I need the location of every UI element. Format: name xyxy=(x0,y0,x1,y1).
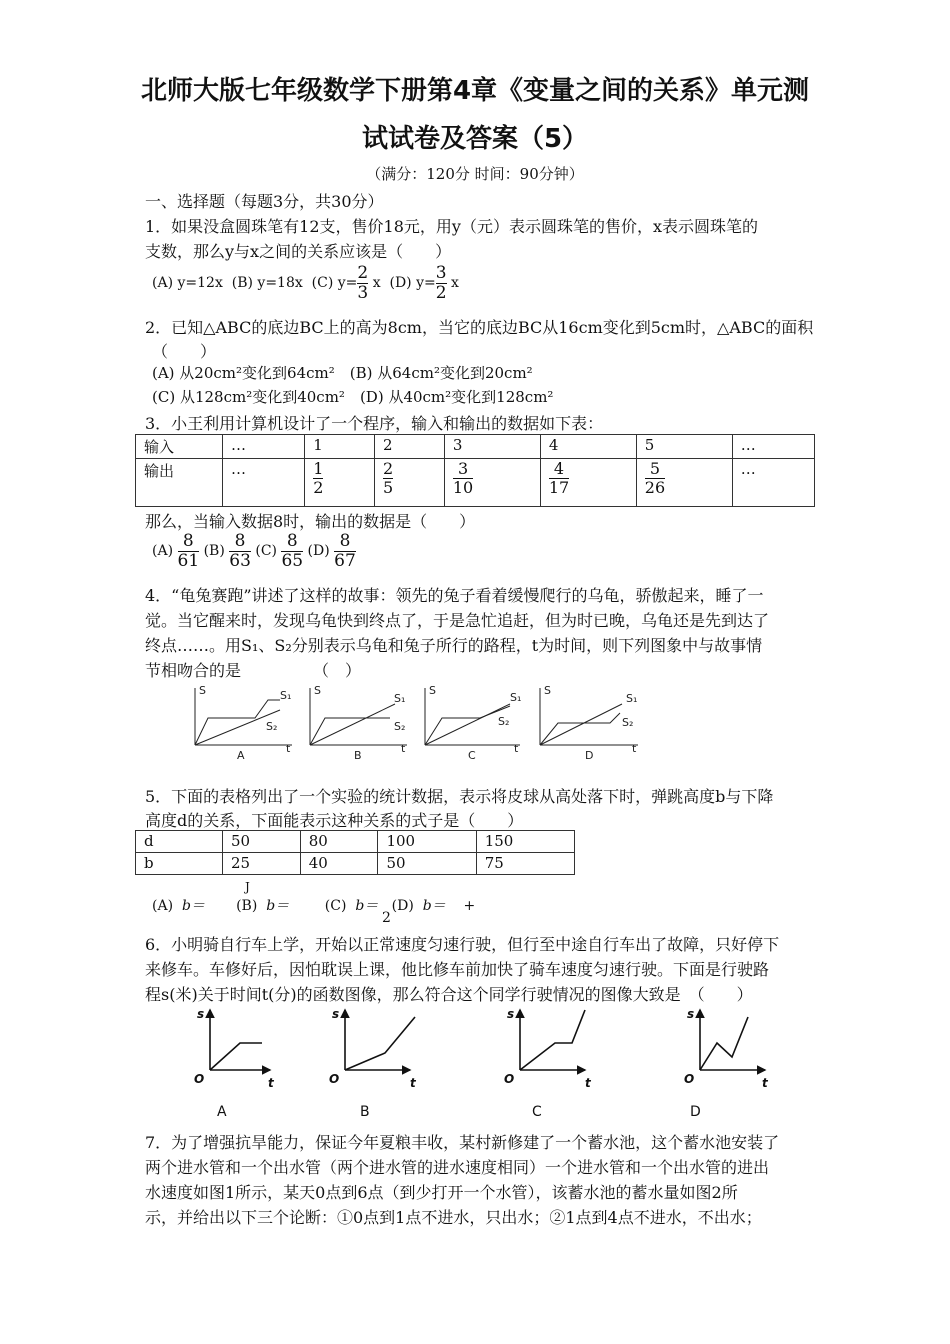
q6-graph-b xyxy=(345,1010,415,1070)
series-label: S₁ xyxy=(280,689,292,702)
q3-option-d-fraction: $\frac{8}{67}$ xyxy=(334,531,356,571)
origin-label: O xyxy=(684,1072,695,1086)
q3-line-1: 3．小王利用计算机设计了一个程序，输入和输出的数据如下表： xyxy=(145,414,604,433)
q1-options: (A) y=12x (B) y=18x (C) y= $\frac{2}{3}$ x (D) y= $\frac{3}{2}$ x xyxy=(152,263,459,303)
table-cell: 5 xyxy=(636,435,732,459)
graph-caption: A xyxy=(217,1104,227,1120)
graph-caption: A xyxy=(237,749,245,762)
q6-graph-d xyxy=(700,1010,765,1070)
q5-options: (A) b＝ (B) b＝ (C) b＝ (D) b＝ + xyxy=(152,898,476,914)
q3-output-row xyxy=(136,459,815,507)
q2-line-1: 2．已知△ABC的底边BC上的高为8cm，当它的底边BC从16cm变化到5cm时，△ABC的面积 xyxy=(145,318,814,337)
q1-option-c-fraction: $\frac{2}{3}$ xyxy=(357,263,369,303)
series-label: S₂ xyxy=(266,720,278,733)
q3-input-row xyxy=(136,435,815,459)
axis-label: t xyxy=(514,742,519,755)
q3-options: (A) $\frac{8}{61}$ (B) $\frac{8}{63}$ (C) $\frac{8}{65}$ (D) $\frac{8}{67}$ xyxy=(152,531,356,571)
q3-line-2: 那么，当输入数据8时，输出的数据是（ ） xyxy=(145,512,476,531)
q1-line-2: 支数，那么y与x之间的关系应该是（ ） xyxy=(145,242,452,261)
table-cell: 75 xyxy=(476,853,574,875)
table-cell: 100 xyxy=(378,831,476,853)
q3-table xyxy=(135,434,815,507)
axis-label: t xyxy=(585,1076,591,1090)
axis-label: s xyxy=(687,1007,695,1021)
q2-options-cd: (C) 从128cm²变化到40cm² (D) 从40cm²变化到128cm² xyxy=(152,388,554,406)
axis-label: S xyxy=(544,684,551,697)
axis-label: s xyxy=(197,1007,205,1021)
table-cell: 150 xyxy=(476,831,574,853)
q4-graphs xyxy=(180,680,660,765)
table-cell: … xyxy=(732,459,814,507)
table-cell: b xyxy=(136,853,223,875)
axis-label: s xyxy=(332,1007,340,1021)
q5-d-row xyxy=(136,831,575,853)
table-cell: … xyxy=(223,435,305,459)
axis-label: s xyxy=(507,1007,515,1021)
q5-line-2: 高度d的关系，下面能表示这种关系的式子是（ ） xyxy=(145,811,524,830)
axis-label: t xyxy=(762,1076,768,1090)
table-cell: 3 xyxy=(444,435,540,459)
table-cell: … xyxy=(732,435,814,459)
axis-label: t xyxy=(268,1076,274,1090)
table-cell: d xyxy=(136,831,223,853)
q1-line-1: 1．如果没盒圆珠笔有12支，售价18元，用y（元）表示圆珠笔的售价，x表示圆珠笔的 xyxy=(145,217,758,236)
title-line-1: 北师大版七年级数学下册第4章《变量之间的关系》单元测 xyxy=(140,76,810,106)
q1-option-d-fraction: $\frac{3}{2}$ xyxy=(435,263,447,303)
axis-label: S xyxy=(199,684,206,697)
q6-graphs xyxy=(180,1005,780,1125)
graph-caption: C xyxy=(468,749,476,762)
q6-line-1: 6．小明骑自行车上学，开始以正常速度匀速行驶，但行至中途自行车出了故障，只好停下 xyxy=(145,935,780,954)
q5-fragment-top: J xyxy=(245,880,250,894)
q7-line-4: 示，并给出以下三个论断：①0点到1点不进水，只出水；②1点到4点不进水，不出水； xyxy=(145,1208,762,1227)
axis-label: t xyxy=(410,1076,416,1090)
q4-graph-a xyxy=(195,688,292,745)
table-cell xyxy=(375,459,445,507)
q6-graph-a xyxy=(210,1010,270,1070)
table-cell: 50 xyxy=(223,831,301,853)
q6-line-3: 程s(米)关于时间t(分)的函数图像，那么符合这个同学行驶情况的图像大致是 （ ） xyxy=(145,985,753,1004)
series-label: S₁ xyxy=(510,691,522,704)
graph-caption: B xyxy=(354,749,362,762)
series-label: S₂ xyxy=(394,720,406,733)
origin-label: O xyxy=(504,1072,515,1086)
q4-line-4: 节相吻合的是 （ ） xyxy=(145,661,362,680)
q4-line-1: 4．“龟兔赛跑”讲述了这样的故事：领先的兔子看着缓慢爬行的乌龟，骄傲起来，睡了一 xyxy=(145,586,764,605)
q1-option-b: (B) y=18x xyxy=(231,275,303,292)
q4-graph-b xyxy=(310,688,407,745)
table-cell: 25 xyxy=(223,853,301,875)
q3-option-a-fraction: $\frac{8}{61}$ xyxy=(177,531,200,571)
fraction: $\frac{5}{26}$ xyxy=(644,459,666,497)
q7-line-1: 7．为了增强抗旱能力，保证今年夏粮丰收，某村新修建了一个蓄水池，这个蓄水池安装了 xyxy=(145,1133,780,1152)
q4-line-3: 终点……。用S₁、S₂分别表示乌龟和兔子所行的路程，t为时间，则下列图象中与故事情 xyxy=(145,636,763,655)
table-cell xyxy=(305,459,375,507)
q5-line-1: 5．下面的表格列出了一个实验的统计数据，表示将皮球从高处落下时，弹跳高度b与下降 xyxy=(145,787,774,806)
table-cell xyxy=(636,459,732,507)
origin-label: O xyxy=(194,1072,205,1086)
q2-line-2: （ ） xyxy=(152,342,217,361)
fraction: $\frac{1}{2}$ xyxy=(313,459,324,497)
table-cell: … xyxy=(223,459,305,507)
q2-options-ab: (A) 从20cm²变化到64cm² (B) 从64cm²变化到20cm² xyxy=(152,364,533,382)
fraction: $\frac{4}{17}$ xyxy=(548,459,570,497)
q5-fragment-bottom: 2 xyxy=(382,910,391,926)
axis-label: t xyxy=(401,742,406,755)
series-label: S₂ xyxy=(622,716,634,729)
table-cell xyxy=(540,459,636,507)
graph-caption: D xyxy=(690,1104,701,1120)
graph-caption: C xyxy=(532,1104,542,1120)
table-cell: 输入 xyxy=(136,435,223,459)
table-cell: 输出 xyxy=(136,459,223,507)
title-line-2: 试试卷及答案（5） xyxy=(361,124,589,154)
axis-label: t xyxy=(286,742,291,755)
q3-option-b-fraction: $\frac{8}{63}$ xyxy=(229,531,251,571)
origin-label: O xyxy=(329,1072,340,1086)
axis-label: t xyxy=(632,742,637,755)
table-cell: 1 xyxy=(305,435,375,459)
series-label: S₁ xyxy=(394,692,406,705)
q3-option-c-fraction: $\frac{8}{65}$ xyxy=(281,531,304,571)
fraction: $\frac{2}{5}$ xyxy=(383,459,394,497)
q7-line-3: 水速度如图1所示，某天0点到6点（到少打开一个水管），该蓄水池的蓄水量如图2所 xyxy=(145,1183,738,1202)
axis-label: S xyxy=(429,684,436,697)
axis-label: S xyxy=(314,684,321,697)
table-cell: 40 xyxy=(300,853,378,875)
section-heading: 一、选择题（每题3分，共30分） xyxy=(145,192,384,211)
table-cell: 2 xyxy=(375,435,445,459)
q1-option-c: (C) y= xyxy=(311,275,358,292)
table-cell: 4 xyxy=(540,435,636,459)
q6-line-2: 来修车。车修好后，因怕耽误上课，他比修车前加快了骑车速度匀速行驶。下面是行驶路 xyxy=(145,960,770,979)
q6-graph-c xyxy=(520,1010,585,1070)
q5-b-row xyxy=(136,853,575,875)
series-label: S₂ xyxy=(498,715,510,728)
series-label: S₁ xyxy=(626,692,638,705)
q4-line-2: 觉。当它醒来时，发现乌龟快到终点了，于是急忙追赶，但为时已晚，乌龟还是先到达了 xyxy=(145,611,770,630)
fraction: $\frac{3}{10}$ xyxy=(452,459,474,497)
graph-caption: B xyxy=(360,1104,370,1120)
q1-option-a: (A) y=12x xyxy=(152,275,223,292)
table-cell: 80 xyxy=(300,831,378,853)
graph-caption: D xyxy=(585,749,594,762)
table-cell xyxy=(444,459,540,507)
q1-option-d: (D) y= xyxy=(389,275,436,292)
q7-line-2: 两个进水管和一个出水管（两个进水管的进水速度相同）一个进水管和一个出水管的进出 xyxy=(145,1158,770,1177)
q5-table xyxy=(135,830,575,875)
subtitle: （满分：120分 时间：90分钟） xyxy=(366,165,584,183)
table-cell: 50 xyxy=(378,853,476,875)
